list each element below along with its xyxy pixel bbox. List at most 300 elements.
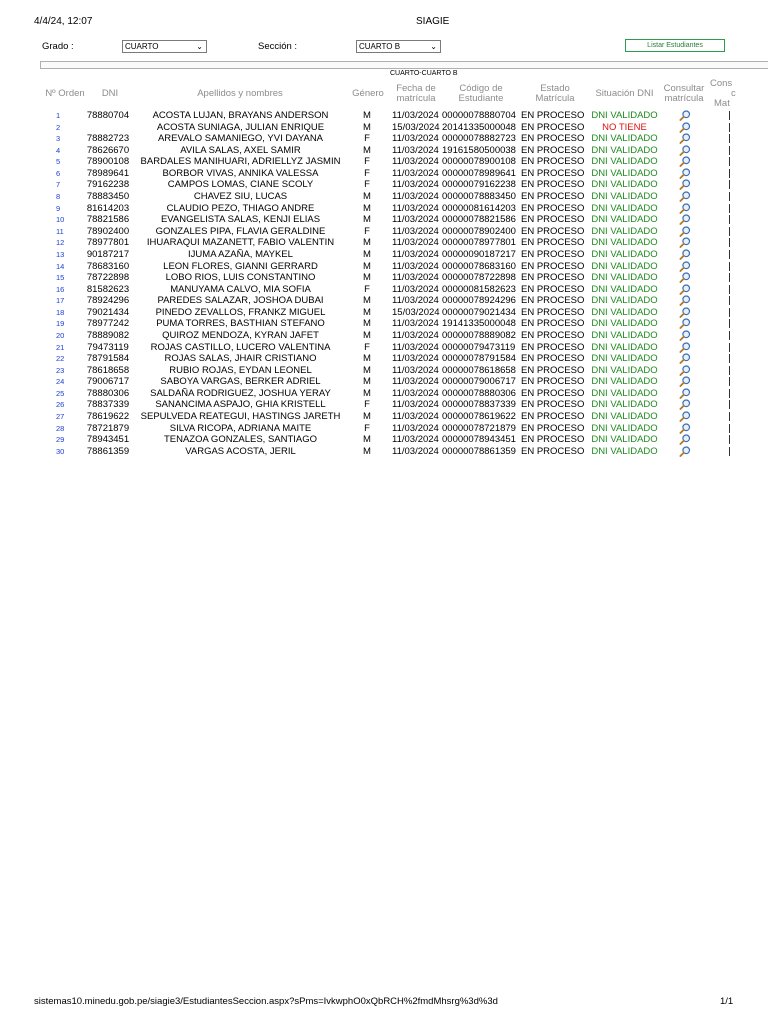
magnifier-icon[interactable]: [679, 249, 691, 260]
table-row: [0, 446, 768, 458]
table-row: [0, 133, 768, 145]
enrollment-date-cell: 11/03/2024: [392, 110, 439, 121]
student-code-cell: 00000079162238: [442, 179, 516, 191]
table-row: [0, 307, 768, 319]
student-code-cell: 00000078943451: [442, 434, 516, 446]
table-row: [0, 214, 768, 226]
dni-status-cell: DNI VALIDADO: [591, 376, 658, 388]
truncated-column-cell: [729, 250, 730, 259]
enrollment-status-cell: EN PROCESO: [521, 110, 585, 121]
enrollment-date-cell: 11/03/2024: [392, 144, 439, 156]
magnifier-icon[interactable]: [679, 330, 691, 341]
order-link[interactable]: 6: [56, 168, 61, 178]
name-cell: ROJAS SALAS, JHAIR CRISTIANO: [164, 353, 317, 365]
magnifier-icon[interactable]: [679, 145, 691, 156]
truncated-column-cell: [729, 331, 730, 340]
student-code-cell: 00000078821586: [442, 214, 516, 226]
dni-status-cell: DNI VALIDADO: [591, 144, 658, 156]
truncated-column-cell: [729, 354, 730, 363]
col-header-codigo: [452, 84, 510, 104]
dni-cell: 78618658: [86, 364, 130, 376]
enrollment-status-cell: EN PROCESO: [521, 133, 585, 145]
order-link[interactable]: 30: [56, 446, 65, 456]
table-row: [0, 295, 768, 307]
seccion-label: Sección :: [258, 41, 298, 52]
student-code-cell: 00000078900108: [442, 156, 516, 168]
gender-cell: F: [364, 283, 370, 295]
truncated-column-cell: [729, 377, 730, 386]
name-cell: QUIROZ MENDOZA, KYRAN JAFET: [162, 329, 319, 341]
magnifier-icon[interactable]: [679, 307, 691, 318]
dni-status-cell: DNI VALIDADO: [591, 318, 658, 330]
dni-status-cell: DNI VALIDADO: [591, 110, 658, 121]
gender-cell: M: [363, 121, 371, 133]
enrollment-status-cell: EN PROCESO: [521, 364, 585, 376]
table-row: [0, 434, 768, 446]
magnifier-icon[interactable]: [679, 284, 691, 295]
student-code-cell: 00000078977801: [442, 237, 516, 249]
table-row: [0, 249, 768, 261]
student-code-cell: 00000081582623: [442, 283, 516, 295]
enrollment-status-cell: EN PROCESO: [521, 248, 585, 260]
gender-cell: F: [364, 422, 370, 434]
magnifier-icon[interactable]: [679, 168, 691, 179]
print-url: sistemas10.minedu.gob.pe/siagie3/EstudiantesSeccion.aspx?sPms=IvkwphO0xQbRCH%2fmdMhsrg%3d%3d: [34, 996, 498, 1007]
truncated-column-cell: [729, 169, 730, 178]
dni-status-cell: DNI VALIDADO: [591, 283, 658, 295]
col-header-estado: [529, 84, 581, 104]
col-header-fecha-line1: Fecha de: [396, 83, 436, 94]
order-link[interactable]: 11: [56, 226, 64, 236]
enrollment-date-cell: 11/03/2024: [392, 329, 439, 341]
dni-status-cell: DNI VALIDADO: [591, 434, 658, 446]
dni-cell: 78989641: [86, 167, 130, 179]
student-code-cell: 00000078791584: [442, 353, 516, 365]
gender-cell: M: [363, 202, 371, 214]
enrollment-date-cell: 11/03/2024: [392, 214, 439, 226]
student-code-cell: 00000078902400: [442, 225, 516, 237]
name-cell: TENAZOA GONZALES, SANTIAGO: [163, 434, 318, 446]
truncated-column-cell: [729, 134, 730, 143]
enrollment-status-cell: EN PROCESO: [521, 144, 585, 156]
col-header-estado-line2: Matrícula: [535, 93, 575, 104]
name-cell: IJUMA AZAÑA, MAYKEL: [188, 248, 293, 260]
truncated-column-cell: [729, 111, 730, 120]
gender-cell: M: [363, 272, 371, 284]
student-code-cell: 00000078883450: [442, 191, 516, 203]
student-code-cell: 00000078683160: [442, 260, 516, 272]
dni-status-cell: DNI VALIDADO: [591, 353, 658, 365]
dni-cell: 78943451: [86, 434, 130, 446]
magnifier-icon[interactable]: [679, 399, 691, 410]
enrollment-date-cell: 11/03/2024: [392, 364, 439, 376]
dni-status-cell: DNI VALIDADO: [591, 329, 658, 341]
truncated-column-cell: [729, 227, 730, 236]
dni-cell: 81614203: [86, 202, 130, 214]
truncated-column-cell: [729, 389, 730, 398]
table-row: [0, 203, 768, 215]
truncated-column-cell: [729, 123, 730, 132]
grado-selected-value: CUARTO: [125, 42, 159, 51]
table-row: [0, 110, 768, 122]
listar-estudiantes-button[interactable]: Listar Estudiantes: [625, 39, 725, 52]
enrollment-date-cell: 11/03/2024: [392, 272, 439, 284]
truncated-column-cell: [729, 424, 730, 433]
enrollment-status-cell: EN PROCESO: [521, 272, 585, 284]
order-link[interactable]: 12: [56, 238, 65, 248]
dni-status-cell: DNI VALIDADO: [591, 248, 658, 260]
enrollment-status-cell: EN PROCESO: [521, 121, 585, 133]
dni-status-cell: DNI VALIDADO: [591, 202, 658, 214]
magnifier-icon[interactable]: [679, 295, 691, 306]
truncated-column-cell: [729, 366, 730, 375]
dni-status-cell: DNI VALIDADO: [591, 191, 658, 203]
enrollment-status-cell: EN PROCESO: [521, 191, 585, 203]
dni-cell: 78977242: [86, 318, 130, 330]
magnifier-icon[interactable]: [679, 237, 691, 248]
order-link[interactable]: 21: [56, 342, 65, 352]
truncated-column-cell: [729, 285, 730, 294]
col-header-consultar-line2: matrícula: [664, 93, 704, 104]
name-cell: RUBIO ROJAS, EYDAN LEONEL: [169, 364, 312, 376]
dni-status-cell: DNI VALIDADO: [591, 272, 658, 284]
enrollment-date-cell: 11/03/2024: [392, 202, 439, 214]
order-link[interactable]: 13: [56, 249, 65, 259]
dni-status-cell: DNI VALIDADO: [591, 214, 658, 226]
truncated-column-cell: [729, 157, 730, 166]
dni-cell: 78626670: [86, 144, 130, 156]
order-link[interactable]: 8: [56, 192, 61, 202]
order-link[interactable]: 15: [56, 273, 65, 283]
magnifier-icon[interactable]: [679, 203, 691, 214]
col-header-fecha-line2: matrícula: [396, 93, 436, 104]
name-cell: ACOSTA LUJAN, BRAYANS ANDERSON: [152, 110, 329, 121]
enrollment-date-cell: 11/03/2024: [392, 434, 439, 446]
col-header-cut-line3: Mat: [714, 98, 730, 109]
gender-cell: M: [363, 248, 371, 260]
truncated-column-cell: [729, 447, 730, 456]
order-link[interactable]: 28: [56, 423, 65, 433]
name-cell: LOBO RIOS, LUIS CONSTANTINO: [165, 272, 316, 284]
name-cell: EVANGELISTA SALAS, KENJI ELIAS: [160, 214, 321, 226]
order-link[interactable]: 7: [56, 180, 61, 190]
enrollment-status-cell: EN PROCESO: [521, 237, 585, 249]
order-link[interactable]: 25: [56, 388, 65, 398]
chevron-down-icon: ⌄: [196, 42, 203, 51]
gender-cell: M: [363, 237, 371, 249]
order-link[interactable]: 4: [56, 145, 61, 155]
magnifier-icon[interactable]: [679, 191, 691, 202]
enrollment-status-cell: EN PROCESO: [521, 214, 585, 226]
order-link[interactable]: 2: [56, 122, 61, 132]
name-cell: SALDAÑA RODRIGUEZ, JOSHUA YERAY: [150, 387, 331, 399]
dni-cell: 79006717: [86, 376, 130, 388]
enrollment-status-cell: EN PROCESO: [521, 156, 585, 168]
enrollment-status-cell: EN PROCESO: [521, 179, 585, 191]
truncated-column-cell: [729, 262, 730, 271]
gender-cell: M: [363, 260, 371, 272]
name-cell: CLAUDIO PEZO, THIAGO ANDRE: [166, 202, 315, 214]
truncated-column-cell: [729, 204, 730, 213]
magnifier-icon[interactable]: [679, 388, 691, 399]
magnifier-icon[interactable]: [679, 133, 691, 144]
col-header-orden: Nº Orden: [45, 88, 85, 99]
page-title: SIAGIE: [416, 16, 450, 27]
magnifier-icon[interactable]: [679, 446, 691, 457]
table-row: [0, 353, 768, 365]
table-row: [0, 237, 768, 249]
order-link[interactable]: 18: [56, 307, 65, 317]
student-code-cell: 00000078618658: [442, 364, 516, 376]
dni-cell: 78791584: [86, 353, 130, 365]
col-header-nombres: Apellidos y nombres: [197, 88, 283, 99]
gender-cell: M: [363, 191, 371, 203]
student-code-cell: 00000078989641: [442, 167, 516, 179]
student-code-cell: 00000081614203: [442, 202, 516, 214]
dni-status-cell: NO TIENE: [602, 121, 647, 133]
enrollment-status-cell: EN PROCESO: [521, 341, 585, 353]
magnifier-icon[interactable]: [679, 214, 691, 225]
gender-cell: F: [364, 341, 370, 353]
enrollment-date-cell: 11/03/2024: [392, 422, 439, 434]
name-cell: PINEDO ZEVALLOS, FRANKZ MIGUEL: [155, 306, 326, 318]
enrollment-status-cell: EN PROCESO: [521, 260, 585, 272]
magnifier-icon[interactable]: [679, 122, 691, 133]
table-row: [0, 342, 768, 354]
enrollment-date-cell: 11/03/2024: [392, 411, 439, 423]
student-code-cell: 20141335000048: [442, 121, 516, 133]
name-cell: BARDALES MANIHUARI, ADRIELLYZ JASMIN: [140, 156, 341, 168]
enrollment-date-cell: 11/03/2024: [392, 133, 439, 145]
dni-cell: 78900108: [86, 156, 130, 168]
dni-cell: 78902400: [86, 225, 130, 237]
gender-cell: M: [363, 306, 371, 318]
order-link[interactable]: 19: [56, 319, 65, 329]
order-link[interactable]: 20: [56, 330, 65, 340]
dni-status-cell: DNI VALIDADO: [591, 295, 658, 307]
truncated-column-cell: [729, 308, 730, 317]
student-code-cell: 00000078721879: [442, 422, 516, 434]
table-row: [0, 411, 768, 423]
magnifier-icon[interactable]: [679, 179, 691, 190]
dni-cell: 78722898: [86, 272, 130, 284]
enrollment-status-cell: EN PROCESO: [521, 411, 585, 423]
dni-status-cell: DNI VALIDADO: [591, 156, 658, 168]
truncated-column-cell: [729, 238, 730, 247]
order-link[interactable]: 24: [56, 377, 65, 387]
dni-status-cell: DNI VALIDADO: [591, 167, 658, 179]
magnifier-icon[interactable]: [679, 423, 691, 434]
grid-caption: CUARTO-CUARTO B: [390, 70, 458, 77]
order-link[interactable]: 16: [56, 284, 65, 294]
name-cell: ROJAS CASTILLO, LUCERO VALENTINA: [150, 341, 331, 353]
magnifier-icon[interactable]: [679, 318, 691, 329]
magnifier-icon[interactable]: [679, 272, 691, 283]
col-header-dni: DNI: [101, 88, 119, 99]
order-link[interactable]: 17: [56, 296, 65, 306]
table-row: [0, 330, 768, 342]
print-datetime: 4/4/24, 12:07: [34, 16, 93, 27]
truncated-column-cell: [729, 215, 730, 224]
order-link[interactable]: 23: [56, 365, 65, 375]
name-cell: SABOYA VARGAS, BERKER ADRIEL: [160, 376, 321, 388]
magnifier-icon[interactable]: [679, 110, 691, 121]
student-code-cell: 00000078880306: [442, 387, 516, 399]
magnifier-icon[interactable]: [679, 365, 691, 376]
dni-status-cell: DNI VALIDADO: [591, 306, 658, 318]
student-code-cell: 00000079473119: [442, 341, 516, 353]
dni-cell: 79021434: [86, 306, 130, 318]
truncated-column-cell: [729, 146, 730, 155]
dni-status-cell: DNI VALIDADO: [591, 237, 658, 249]
enrollment-date-cell: 11/03/2024: [392, 376, 439, 388]
dni-cell: 78861359: [86, 445, 130, 457]
gender-cell: M: [363, 376, 371, 388]
student-code-cell: 00000078837339: [442, 399, 516, 411]
magnifier-icon[interactable]: [679, 342, 691, 353]
enrollment-date-cell: 11/03/2024: [392, 341, 439, 353]
table-row: [0, 145, 768, 157]
student-code-cell: 00000078889082: [442, 329, 516, 341]
enrollment-date-cell: 11/03/2024: [392, 318, 439, 330]
dni-cell: 79162238: [86, 179, 130, 191]
col-header-fecha: [390, 84, 442, 104]
chevron-down-icon: ⌄: [430, 42, 437, 51]
enrollment-status-cell: EN PROCESO: [521, 445, 585, 457]
enrollment-date-cell: 11/03/2024: [392, 399, 439, 411]
truncated-column-cell: [729, 180, 730, 189]
grado-select[interactable]: [122, 40, 207, 53]
name-cell: MANUYAMA CALVO, MIA SOFIA: [170, 283, 311, 295]
dni-cell: 78837339: [86, 399, 130, 411]
name-cell: AVILA SALAS, AXEL SAMIR: [180, 144, 301, 156]
enrollment-status-cell: EN PROCESO: [521, 376, 585, 388]
order-link[interactable]: 27: [56, 412, 65, 422]
table-row: [0, 156, 768, 168]
dni-status-cell: DNI VALIDADO: [591, 133, 658, 145]
enrollment-date-cell: 11/03/2024: [392, 167, 439, 179]
gender-cell: F: [364, 225, 370, 237]
enrollment-date-cell: 11/03/2024: [392, 295, 439, 307]
dni-cell: 78882723: [86, 133, 130, 145]
name-cell: BORBOR VIVAS, ANNIKA VALESSA: [162, 167, 319, 179]
name-cell: PAREDES SALAZAR, JOSHOA DUBAI: [157, 295, 324, 307]
col-header-codigo-line2: Estudiante: [458, 93, 504, 104]
gender-cell: M: [363, 364, 371, 376]
dni-status-cell: DNI VALIDADO: [591, 399, 658, 411]
order-link[interactable]: 29: [56, 435, 65, 445]
enrollment-status-cell: EN PROCESO: [521, 434, 585, 446]
enrollment-status-cell: EN PROCESO: [521, 422, 585, 434]
order-link[interactable]: 9: [56, 203, 61, 213]
student-code-cell: 00000078882723: [442, 133, 516, 145]
student-code-cell: 00000078924296: [442, 295, 516, 307]
magnifier-icon[interactable]: [679, 261, 691, 272]
truncated-column-cell: [729, 273, 730, 282]
gender-cell: M: [363, 110, 371, 121]
gender-cell: F: [364, 156, 370, 168]
order-link[interactable]: 14: [56, 261, 65, 271]
magnifier-icon[interactable]: [679, 434, 691, 445]
name-cell: CAMPOS LOMAS, CIANE SCOLY: [167, 179, 314, 191]
order-link[interactable]: 22: [56, 354, 65, 364]
magnifier-icon[interactable]: [679, 353, 691, 364]
student-code-cell: 00000078619622: [442, 411, 516, 423]
name-cell: SEPULVEDA REATEGUI, HASTINGS JARETH: [140, 411, 341, 423]
table-row: [0, 226, 768, 238]
magnifier-icon[interactable]: [679, 156, 691, 167]
student-code-cell: 00000079006717: [442, 376, 516, 388]
gender-cell: F: [364, 399, 370, 411]
seccion-select[interactable]: [356, 40, 441, 53]
enrollment-status-cell: EN PROCESO: [521, 353, 585, 365]
dni-cell: 78821586: [86, 214, 130, 226]
table-row: [0, 376, 768, 388]
dni-status-cell: DNI VALIDADO: [591, 364, 658, 376]
dni-status-cell: DNI VALIDADO: [591, 341, 658, 353]
magnifier-icon[interactable]: [679, 411, 691, 422]
dni-status-cell: DNI VALIDADO: [591, 225, 658, 237]
student-code-cell: 00000090187217: [442, 248, 516, 260]
order-link[interactable]: 1: [56, 111, 61, 120]
table-row: [0, 423, 768, 435]
name-cell: VARGAS ACOSTA, JERIL: [185, 445, 296, 457]
horizontal-scrollbar[interactable]: [40, 61, 768, 69]
dni-cell: 78721879: [86, 422, 130, 434]
order-link[interactable]: 3: [56, 134, 61, 144]
table-row: [0, 261, 768, 273]
magnifier-icon[interactable]: [679, 376, 691, 387]
dni-status-cell: DNI VALIDADO: [591, 260, 658, 272]
student-code-cell: 00000078880704: [442, 110, 516, 121]
order-link[interactable]: 10: [56, 215, 65, 225]
truncated-column-cell: [729, 192, 730, 201]
gender-cell: M: [363, 411, 371, 423]
student-code-cell: 00000079021434: [442, 306, 516, 318]
gender-cell: M: [363, 387, 371, 399]
col-header-cut-line2: c: [731, 88, 736, 99]
enrollment-status-cell: EN PROCESO: [521, 387, 585, 399]
name-cell: GONZALES PIPA, FLAVIA GERALDINE: [155, 225, 326, 237]
student-code-cell: 19161580500038: [442, 144, 516, 156]
enrollment-status-cell: EN PROCESO: [521, 306, 585, 318]
name-cell: LEON FLORES, GIANNI GERRARD: [163, 260, 318, 272]
dni-cell: 78889082: [86, 329, 130, 341]
magnifier-icon[interactable]: [679, 226, 691, 237]
truncated-column-cell: [729, 412, 730, 421]
dni-status-cell: DNI VALIDADO: [591, 411, 658, 423]
col-header-estado-line1: Estado: [540, 83, 570, 94]
col-header-genero: Género: [352, 88, 384, 99]
order-link[interactable]: 5: [56, 157, 61, 167]
enrollment-status-cell: EN PROCESO: [521, 329, 585, 341]
enrollment-date-cell: 15/03/2024: [392, 306, 440, 318]
enrollment-status-cell: EN PROCESO: [521, 167, 585, 179]
enrollment-date-cell: 11/03/2024: [392, 191, 439, 203]
table-row: [0, 388, 768, 400]
order-link[interactable]: 26: [56, 400, 65, 410]
dni-cell: 78924296: [86, 295, 130, 307]
enrollment-date-cell: 11/03/2024: [392, 248, 439, 260]
table-row: [0, 168, 768, 180]
enrollment-status-cell: EN PROCESO: [521, 295, 585, 307]
grado-label: Grado :: [42, 41, 74, 52]
col-header-consultar-line1: Consultar: [663, 83, 705, 94]
dni-status-cell: DNI VALIDADO: [591, 179, 658, 191]
col-header-cut-line1: Cons: [710, 78, 733, 89]
gender-cell: M: [363, 318, 371, 330]
gender-cell: F: [364, 133, 370, 145]
